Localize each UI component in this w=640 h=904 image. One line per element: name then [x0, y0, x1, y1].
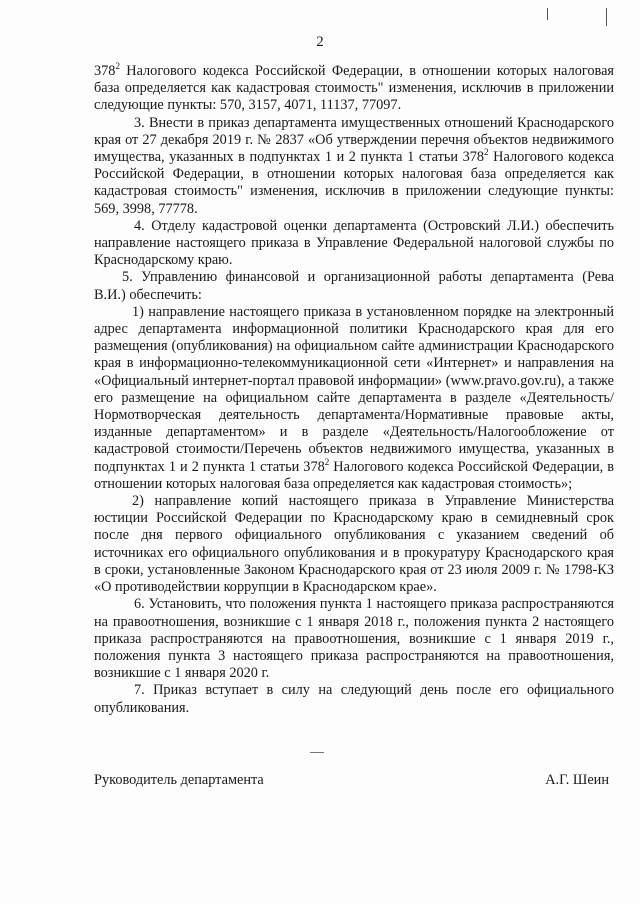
signatory-position: Руководитель департамента	[94, 772, 264, 788]
signatory-name: А.Г. Шеин	[545, 772, 609, 788]
scan-artifact-dash	[310, 752, 324, 753]
text-segment: 1) направление настоящего приказа в установленном порядке на электронный адрес департамента информационной политики Краснодарского края для его размещения (опубликования) на официальном сайте администрации Краснодарского края в информационно-телекоммуникационной сети «Интернет» и направления на «Официальный интернет-портал правовой информации» (www.pravo.gov.ru), а также его размещение на официальном сайте департамента в разделе «Деятельность/Нормотворческая деятельность департамента/Нормативные правовые акты, изданные департаментом» и в разделе «Деятельность/Налогообложение от кадастровой стоимости/Перечень объектов недвижимого имущества, указанных в подпунктах 1 и 2 пункта 1 статьи 378	[94, 303, 614, 475]
paragraph-item-3	[94, 115, 614, 218]
scan-artifact-mark	[547, 8, 548, 20]
text-segment: 3. Внести в приказ департамента имущественных отношений Краснодарского края от 27 декабря 2019 г. № 2837 «Об утверждении перечня объектов недвижимого имущества, указанных в подпунктах 1 и 2 пункта 1 статьи 378	[94, 114, 614, 166]
paragraph-subitem-1	[94, 304, 614, 493]
superscript: 2	[115, 61, 120, 71]
superscript: 2	[484, 147, 489, 158]
paragraph-item-6: 6. Установить, что положения пункта 1 настоящего приказа распространяются на правоотношения, возникшие с 1 января 2018 г., положения пункта 2 настоящего приказа распространяются на правоотношения, возникшие с 1 января 2019 г., положения пункта 3 настоящего приказа распространяются на правоотношения, возникшие с 1 января 2020 г.	[94, 596, 614, 682]
paragraph-item-4: 4. Отделу кадастровой оценки департамента (Островский Л.И.) обеспечить направление настоящего приказа в Управление Федеральной налоговой службы по Краснодарскому краю.	[94, 217, 614, 269]
paragraph-item-5: 5. Управлению финансовой и организационной работы департамента (Рева В.И.) обеспечить:	[94, 269, 614, 303]
paragraph-continuation	[94, 63, 614, 115]
scan-artifact-mark	[606, 8, 607, 26]
superscript: 2	[324, 456, 330, 467]
text-segment: Налогового кодекса Российской Федерации, в отношении которых налоговая база определяется как кадастровая стоимость" изменения, исключив в приложении следующие пункты: 569, 3998, 77778.	[94, 149, 614, 217]
paragraph-subitem-2: 2) направление копий настоящего приказа в Управление Министерства юстиции Российской Федерации по Краснодарскому краю в семидневный срок после дня первого официального опубликования с указанием сведений об источниках его официального опубликования и в прокуратуру Краснодарского края в сроки, установленные Законом Краснодарского края от 23 июля 2009 г. № 1798-КЗ «О противодействии коррупции в Краснодарском крае».	[94, 493, 614, 596]
text-segment: Налогового кодекса Российской Федерации, в отношении которых налоговая база определяется как кадастровая стоимость»;	[94, 458, 614, 492]
text-segment: 378	[94, 63, 116, 79]
document-body	[94, 63, 614, 717]
signature-block	[94, 772, 609, 789]
paragraph-item-7: 7. Приказ вступает в силу на следующий день после его официального опубликования.	[94, 682, 614, 716]
text-segment: Налогового кодекса Российской Федерации, в отношении которых налоговая база определяется как кадастровая стоимость" изменения, исключив в приложении следующие пункты: 570, 3157, 4071, 11137, 77097.	[94, 63, 614, 114]
page-number: 2	[316, 34, 324, 50]
